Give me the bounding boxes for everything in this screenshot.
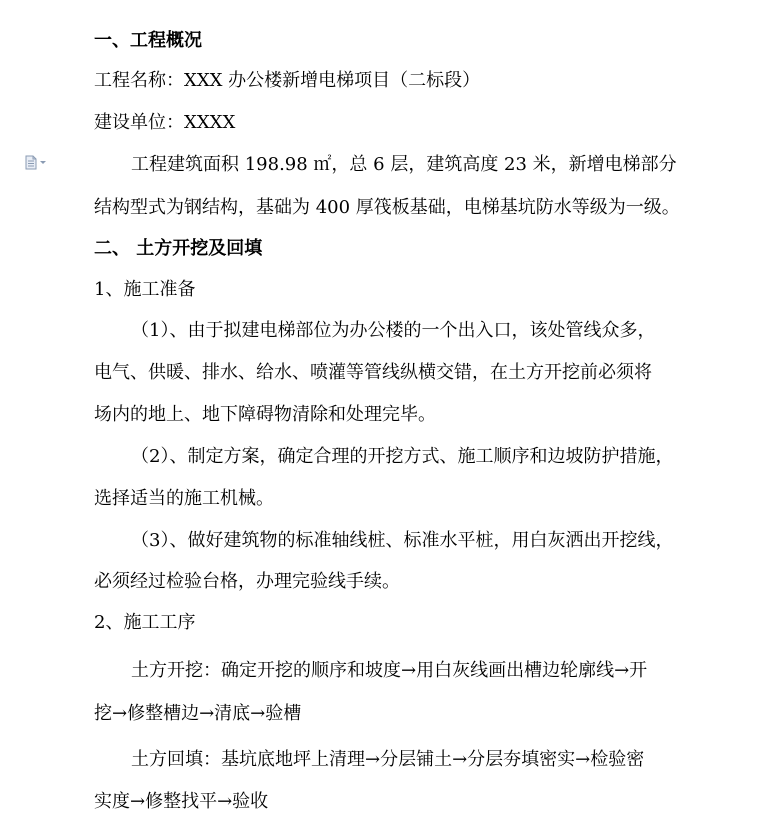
prep-item-2-line-1: （2）、制定方案，确定合理的开挖方式、施工顺序和边坡防护措施， — [131, 446, 674, 467]
prep-item-2-line-2: 选择适当的施工机械。 — [94, 488, 274, 509]
prep-item-1-line-2: 电气、供暖、排水、给水、喷灌等管线纵横交错，在土方开挖前必须将 — [94, 362, 652, 383]
prep-item-1-line-3: 场内的地上、地下障碍物清除和处理完毕。 — [94, 404, 436, 425]
project-name-line: 工程名称：XXX 办公楼新增电梯项目（二标段） — [94, 70, 481, 91]
overview-line-1: 工程建筑面积 198.98 ㎡，总 6 层，建筑高度 23 米，新增电梯部分 — [131, 154, 677, 175]
document-icon — [25, 155, 37, 170]
paragraph-marker[interactable] — [25, 153, 53, 171]
section-heading-overview: 一、工程概况 — [94, 30, 202, 51]
backfill-line-1: 土方回填：基坑底地坪上清理→分层铺土→分层夯填密实→检验密 — [131, 749, 645, 770]
section-heading-earthwork: 二、 土方开挖及回填 — [94, 238, 263, 259]
excavation-line-2: 挖→修整槽边→清底→验槽 — [94, 703, 302, 724]
subheading-procedure: 2、施工工序 — [94, 612, 196, 633]
prep-item-3-line-1: （3）、做好建筑物的标准轴线桩、标准水平桩，用白灰洒出开挖线， — [131, 530, 674, 551]
prep-item-3-line-2: 必须经过检验台格，办理完验线手续。 — [94, 571, 400, 592]
backfill-line-2: 实度→修整找平→验收 — [94, 791, 269, 812]
subheading-preparation: 1、施工准备 — [94, 279, 196, 300]
prep-item-1-line-1: （1）、由于拟建电梯部位为办公楼的一个出入口，该处管线众多， — [131, 320, 656, 341]
overview-line-2: 结构型式为钢结构，基础为 400 厚筏板基础，电梯基坑防水等级为一级。 — [94, 197, 680, 218]
builder-line: 建设单位：XXXX — [94, 112, 236, 133]
chevron-down-icon — [40, 161, 46, 164]
excavation-line-1: 土方开挖：确定开挖的顺序和坡度→用白灰线画出槽边轮廓线→开 — [131, 660, 648, 681]
